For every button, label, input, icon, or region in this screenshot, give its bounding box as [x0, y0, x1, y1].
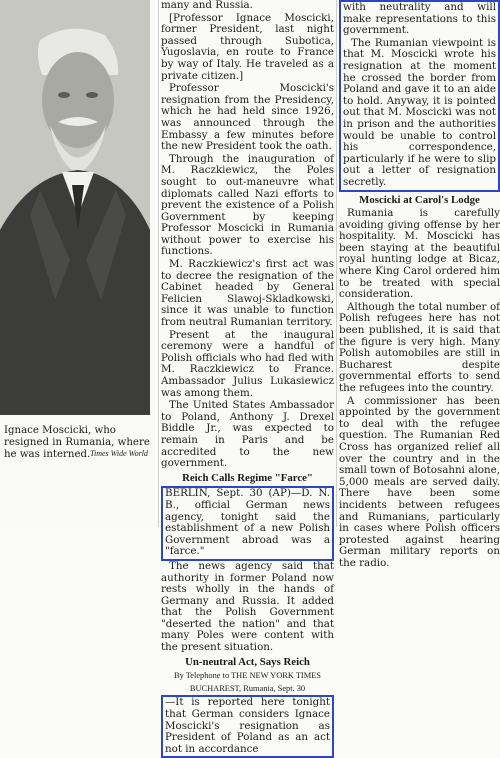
paragraph: Through the inauguration of M. Raczkiewicz, the Poles sought to out-maneuvre what diplomats called Nazi efforts to prevent the existence of a Polish Government by keeping Professor Moscicki in Rumania without power to exercise his functions. — [161, 152, 334, 258]
byline: By Telephone to THE NEW YORK TIMES — [174, 671, 321, 681]
photo-credit: Times Wide World — [90, 449, 148, 458]
paragraph: with neutrality and will make representations to this government. — [343, 1, 496, 37]
paragraph: Professor Moscicki's resignation from the Presidency, which he had held since 1926, was announced through the Embassy a few minutes before the new President took the oath. — [161, 82, 334, 153]
column-rule — [336, 0, 337, 527]
photo-column — [0, 0, 157, 527]
paragraph: The United States Ambassador to Poland, Anthony J. Drexel Biddle Jr., was expected to remain in Paris and be accredited to the new government. — [161, 399, 334, 470]
paragraph: The Rumanian viewpoint is that M. Moscicki wrote his resignation at the moment he crossed the border from Poland and gave it to an aide to hold. Anyway, it is pointed out that M. Moscicki was not in prison and the authorities would be unable to control his correspondence, particularly if he were to slip out a letter of resignation secretly. — [343, 36, 496, 188]
highlighted-passage — [339, 0, 500, 192]
highlighted-passage — [161, 695, 334, 758]
highlighted-passage — [161, 486, 334, 561]
paragraph: Although the total number of Polish refugees here has not been published, it is said that the figure is very high. Many Polish automobiles are still in Bucharest despite governmental efforts to send the refugees into the country. — [339, 300, 500, 394]
paragraph: Rumania is carefully avoiding giving offense by her hospitality. M. Moscicki has been staying at the beautiful royal hunting lodge at Bicaz, where King Carol ordered him to be treated with special consideration. — [339, 207, 500, 301]
section-heading: Reich Calls Regime "Farce" — [182, 471, 313, 484]
paragraph: BERLIN, Sept. 30 (AP)—D. N. B., official German news agency, tonight said the establishment of a new Polish Government abroad was a "farce." — [165, 487, 330, 558]
section-heading: Moscicki at Carol's Lodge — [359, 193, 480, 206]
paragraph: Present at the inaugural ceremony were a handful of Polish officials who had fled with M. Raczkiewicz to France. Ambassador Julius Lukasiewicz was among them. — [161, 328, 334, 399]
paragraph: —It is reported here tonight that German considers Ignace Moscicki's resignation as President of Poland as an act not in accordance — [165, 696, 330, 755]
paragraph: [Professor Ignace Moscicki, former President, last night passed through Subotica, Yugoslavia, en route to France by way of Italy. He traveled as a private citizen.] — [161, 11, 334, 82]
portrait-photo — [0, 0, 150, 415]
paragraph: The news agency said that authority in former Poland now rests wholly in the hands of Germany and Russia. It added that the Polish Government "deserted the nation" and that many Poles were content with the present situation. — [161, 559, 334, 654]
right-column — [339, 0, 500, 571]
photo-caption: Ignace Moscicki, who resigned in Rumania, where he was interned. — [4, 425, 150, 460]
portrait-illustration — [0, 0, 150, 415]
paragraph: A commissioner has been appointed by the government to deal with the refugee question. The Rumanian Red Cross has organized relief all over the country and in the small town of Botosahni alone, 5,000 meals are served daily. There have been some incidents between refugees and Rumanians, particularly in cases where Polish officers protested against hearing German military reports on the radio. — [339, 394, 500, 569]
paragraph: many and Russia. — [161, 0, 253, 11]
section-heading: Un-neutral Act, Says Reich — [185, 655, 310, 668]
middle-column — [161, 0, 334, 758]
paragraph: M. Raczkiewicz's first act was to decree the resignation of the Cabinet headed by General Felicien Slawoj-Skladkowski, since it was unable to function from neutral Rumanian territory. — [161, 258, 334, 329]
column-rule — [158, 0, 159, 527]
dateline: BUCHAREST, Rumania, Sept. 30 — [189, 683, 306, 693]
